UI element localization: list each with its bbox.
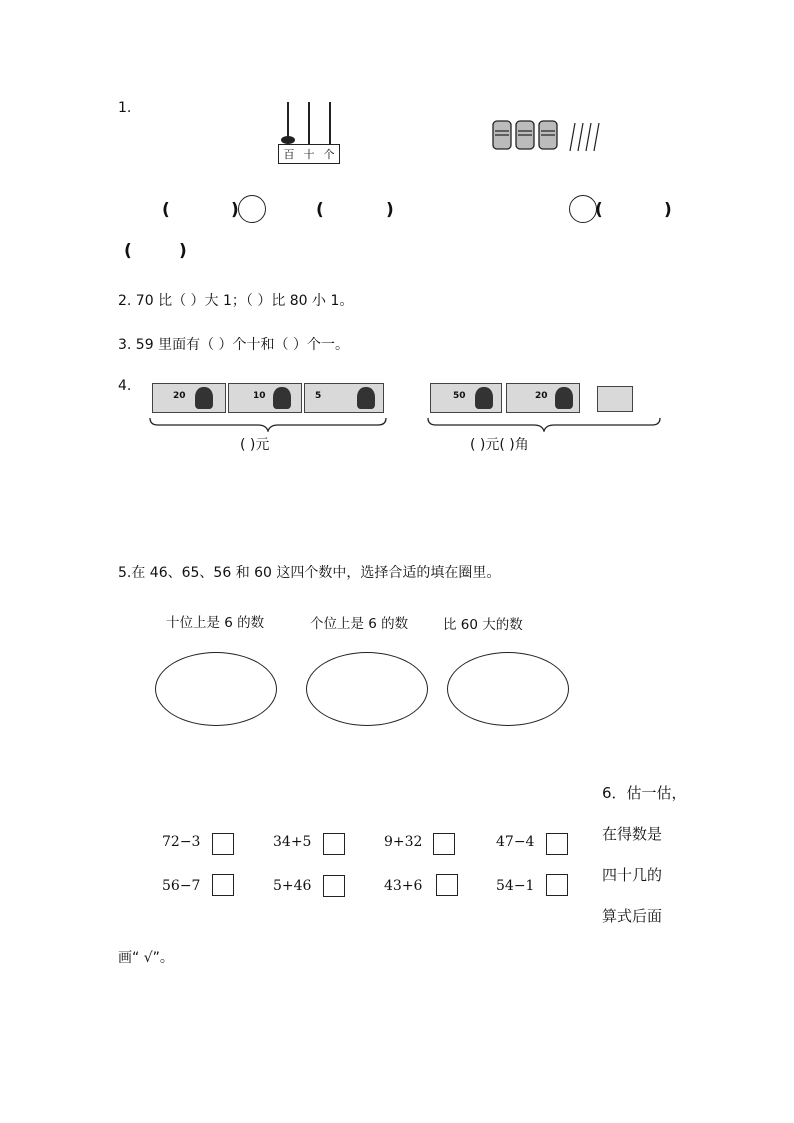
banknote-50-yuan bbox=[430, 383, 502, 413]
q6-side-text-2: 在得数是 bbox=[602, 825, 663, 843]
q5-text: 5.在 46、65、56 和 60 这四个数中，选择合适的填在圈里。 bbox=[118, 565, 501, 581]
q6-expression: 47−4 bbox=[496, 834, 535, 850]
q6-checkbox[interactable] bbox=[323, 875, 345, 897]
abacus-label-tens: 十 bbox=[303, 148, 315, 161]
q1-compare-circle-2[interactable] bbox=[569, 195, 597, 223]
q6-checkbox[interactable] bbox=[323, 833, 345, 855]
q1-paren-close-4: ) bbox=[179, 241, 187, 261]
banknote-20-yuan bbox=[506, 383, 580, 413]
banknote-value: 10 bbox=[253, 391, 266, 401]
q1-paren-open-4: ( bbox=[124, 241, 132, 261]
q6-checkbox[interactable] bbox=[433, 833, 455, 855]
banknote-jiao bbox=[597, 386, 633, 412]
q6-side-text-1: 6．估一估， bbox=[602, 784, 687, 802]
abacus-rod-ones bbox=[329, 102, 331, 144]
q1-paren-close-1: ) bbox=[231, 200, 239, 220]
q5-answer-oval-2[interactable] bbox=[306, 652, 428, 726]
q1-paren-close-2: ) bbox=[386, 200, 394, 220]
q6-checkbox[interactable] bbox=[546, 833, 568, 855]
abacus-label-ones: 个 bbox=[323, 148, 335, 161]
q5-label-ones-six: 个位上是 6 的数 bbox=[310, 616, 409, 632]
portrait-icon bbox=[475, 387, 493, 409]
q6-expression: 9+32 bbox=[384, 834, 423, 850]
q6-expression: 34+5 bbox=[273, 834, 312, 850]
abacus-label-hundreds: 百 bbox=[283, 148, 295, 161]
portrait-icon bbox=[555, 387, 573, 409]
banknote-10-yuan bbox=[228, 383, 302, 413]
q6-expression: 56−7 bbox=[162, 878, 201, 894]
q4-number: 4. bbox=[118, 378, 132, 394]
q5-answer-oval-1[interactable] bbox=[155, 652, 277, 726]
q1-number: 1. bbox=[118, 100, 132, 116]
q6-expression: 5+46 bbox=[273, 878, 312, 894]
stick-bundles-figure bbox=[490, 115, 610, 155]
abacus-figure bbox=[278, 102, 342, 164]
portrait-icon bbox=[357, 387, 375, 409]
q4-right-answer: ( )元( )角 bbox=[470, 437, 529, 453]
q1-paren-open-2: ( bbox=[316, 200, 324, 220]
left-brace bbox=[148, 416, 388, 432]
q5-label-tens-six: 十位上是 6 的数 bbox=[166, 615, 265, 631]
q1-paren-open-1: ( bbox=[162, 200, 170, 220]
banknote-20-yuan bbox=[152, 383, 226, 413]
portrait-icon bbox=[195, 387, 213, 409]
q3-text: 3. 59 里面有（ ）个十和（ ）个一。 bbox=[118, 337, 349, 353]
q4-left-answer: ( )元 bbox=[240, 437, 270, 453]
q6-expression: 72−3 bbox=[162, 834, 201, 850]
q6-expression: 43+6 bbox=[384, 878, 423, 894]
banknote-value: 20 bbox=[535, 391, 548, 401]
right-brace bbox=[426, 416, 662, 432]
q6-checkbox[interactable] bbox=[212, 833, 234, 855]
q5-label-greater-60: 比 60 大的数 bbox=[443, 617, 523, 633]
banknote-value: 5 bbox=[315, 391, 322, 401]
banknote-5-yuan bbox=[304, 383, 384, 413]
banknote-value: 50 bbox=[453, 391, 466, 401]
abacus-base bbox=[278, 144, 340, 164]
q6-side-text-4: 算式后面 bbox=[602, 907, 663, 925]
q1-paren-open-3: ( bbox=[595, 200, 603, 220]
q6-checkbox[interactable] bbox=[436, 874, 458, 896]
q6-tail-text: 画“ √”。 bbox=[118, 950, 174, 966]
q1-compare-circle-1[interactable] bbox=[238, 195, 266, 223]
abacus-bead bbox=[281, 136, 295, 144]
q6-side-text-3: 四十几的 bbox=[602, 866, 663, 884]
q5-answer-oval-3[interactable] bbox=[447, 652, 569, 726]
q2-text: 2. 70 比（ ）大 1；（ ）比 80 小 1。 bbox=[118, 293, 354, 309]
banknote-value: 20 bbox=[173, 391, 186, 401]
q1-paren-close-3: ) bbox=[664, 200, 672, 220]
q6-expression: 54−1 bbox=[496, 878, 535, 894]
q6-checkbox[interactable] bbox=[546, 874, 568, 896]
abacus-rod-tens bbox=[308, 102, 310, 144]
portrait-icon bbox=[273, 387, 291, 409]
q6-checkbox[interactable] bbox=[212, 874, 234, 896]
